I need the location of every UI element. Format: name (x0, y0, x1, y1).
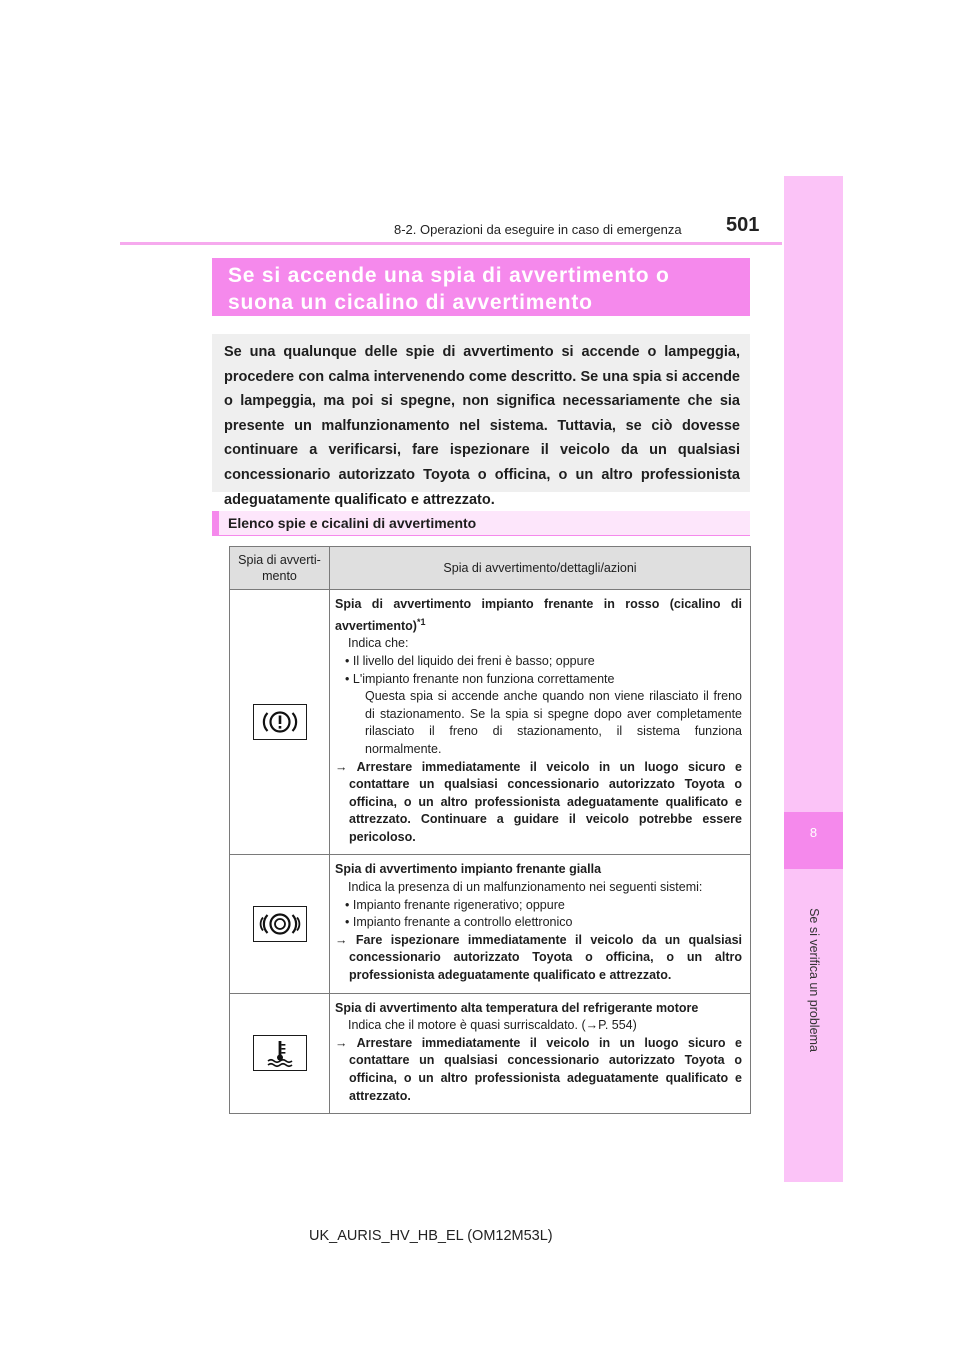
row-intro: Indica che: (348, 636, 409, 651)
bullet-icon: • (345, 915, 350, 930)
arrow-icon: → (335, 759, 348, 774)
subsection-header (212, 511, 750, 536)
table-header-row (230, 547, 751, 590)
table-row (230, 855, 751, 993)
list-item (335, 897, 742, 915)
list-item (335, 653, 742, 671)
row-intro: Indica la presenza di un malfunzionamento nei seguenti sistemi: (348, 880, 703, 895)
row-title (335, 596, 742, 635)
row-action (335, 759, 742, 847)
table-header-icon-line2: mento (262, 569, 297, 583)
subheader-text: Elenco spie e cicalini di avvertimento (228, 515, 477, 531)
brake-warning-yellow-icon (253, 906, 307, 942)
bullet-icon: • (345, 671, 350, 686)
brake-warning-red-icon (253, 704, 307, 740)
row-action-text: Arrestare immediatamente il veicolo in un luogo sicuro e contattare un qualsiasi concessionario autorizzato Toyota o officina, o un altro professionista adeguatamente qualificato e attrezzato. Continuare a guidare il veicolo potrebbe essere pericoloso. (349, 759, 742, 844)
row-action (335, 1035, 742, 1105)
table-row (230, 993, 751, 1114)
row-action-text: Fare ispezionare immediatamente il veicolo da un qualsiasi concessionario autorizzato Toyota o officina, o un altro professionista adeguatamente qualificato e attrezzato. (349, 932, 742, 983)
section-title-line1: Se si accende una spia di avvertimento o (228, 264, 670, 287)
header-section-title: 8-2. Operazioni da eseguire in caso di emergenza (394, 222, 682, 237)
chapter-number: 8 (809, 825, 818, 840)
details-cell (330, 855, 751, 993)
details-cell (330, 590, 751, 855)
icon-cell (230, 855, 330, 993)
list-item-text: L'impianto frenante non funziona correttamente (352, 671, 615, 686)
row-title: Spia di avvertimento impianto frenante gialla (335, 862, 602, 877)
row-title-text: Spia di avvertimento impianto frenante in rosso (cicalino di avvertimento) (335, 597, 742, 633)
page-number: 501 (726, 214, 760, 236)
icon-cell (230, 993, 330, 1114)
list-item (335, 671, 742, 689)
bullet-icon: • (345, 653, 350, 668)
table-header-icon (230, 547, 330, 590)
table-header-details: Spia di avvertimento/dettagli/azioni (330, 547, 751, 590)
intro-text: Se una qualunque delle spie di avvertimento si accende o lampeggia, procedere con calma intervenendo come descritto. Se una spia si accende o lampeggia, ma poi si spegne, non significa necessariamente che sia presente un malfunzionamento nel sistema. Tuttavia, se ciò dovesse continuare a verificarsi, fare ispezionare il veicolo da un qualsiasi concessionario autorizzato Toyota o officina, o un altro professionista adeguatamente qualificato e attrezzato. (224, 344, 740, 508)
section-title-line2: suona un cicalino di avvertimento (228, 291, 593, 314)
arrow-icon: → (335, 932, 348, 947)
row-intro: Indica che il motore è quasi surriscaldato. (→P. 554) (348, 1018, 637, 1033)
table-header-icon-line1: Spia di avverti- (238, 553, 321, 567)
row-action (335, 932, 742, 985)
details-cell (330, 993, 751, 1114)
warning-lights-table (229, 546, 751, 1114)
row-title: Spia di avvertimento alta temperatura del refrigerante motore (335, 1000, 699, 1015)
subheader-accent-bar (212, 511, 219, 536)
list-item-text: Impianto frenante a controllo elettronico (352, 915, 573, 930)
coolant-temperature-icon (253, 1035, 307, 1071)
subheader-underline (219, 535, 750, 536)
chapter-tab-active-marker (784, 812, 843, 869)
list-item-text: Il livello del liquido dei freni è basso; oppure (352, 653, 595, 668)
row-note: Questa spia si accende anche quando non viene rilasciato il freno di stazionamento. Se la spia si spegne dopo aver completamente rilasciato il freno di stazionamento, il sistema funziona normalmente. (365, 689, 742, 756)
footnote-marker: *1 (416, 616, 426, 627)
table-row (230, 590, 751, 855)
row-action-text: Arrestare immediatamente il veicolo in un luogo sicuro e contattare un qualsiasi concessionario autorizzato Toyota o officina, o un altro professionista adeguatamente qualificato e attrezzato. (349, 1035, 742, 1103)
icon-cell (230, 590, 330, 855)
section-title-box (212, 258, 750, 316)
document-code: UK_AURIS_HV_HB_EL (OM12M53L) (309, 1228, 553, 1244)
list-item (335, 914, 742, 932)
bullet-icon: • (345, 897, 350, 912)
chapter-title: Se si verifica un problema (807, 908, 821, 1052)
intro-box (212, 334, 750, 508)
list-item-text: Impianto frenante rigenerativo; oppure (352, 897, 565, 912)
arrow-icon: → (335, 1035, 348, 1050)
header-divider (120, 242, 782, 245)
